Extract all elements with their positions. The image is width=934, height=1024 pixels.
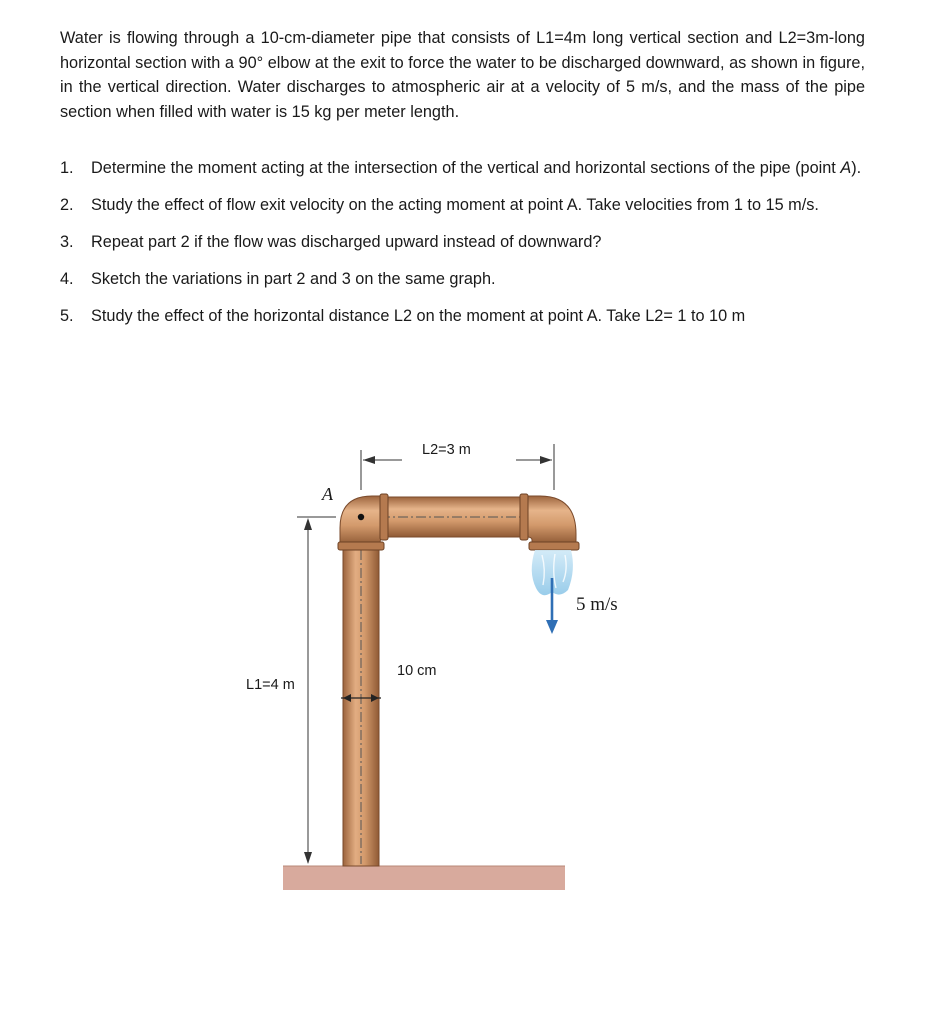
question-2 xyxy=(60,187,875,224)
velocity-arrow-head xyxy=(546,620,558,634)
question-4 xyxy=(60,261,875,298)
problem-intro: Water is flowing through a 10-cm-diameter pipe that consists of L1=4m long vertical section and L2=3m-long horizontal section with a 90° elbow at the exit to force the water to be discharged downward, as shown in figure, in the vertical direction. Water discharges to atmospheric air at a velocity of 5 m/s, and the mass of the pipe section when filled with water is 15 kg per meter length. xyxy=(60,29,865,121)
question-italic-point: A xyxy=(840,159,852,177)
left-elbow-flange xyxy=(338,542,384,550)
question-list xyxy=(60,150,875,335)
question-1 xyxy=(60,150,875,187)
question-text: Sketch the variations in part 2 and 3 on the same graph. xyxy=(91,270,496,288)
left-elbow-flange-side xyxy=(380,494,388,540)
question-number: 1. xyxy=(60,159,74,177)
label-point-a: A xyxy=(322,484,333,504)
ground-base xyxy=(283,866,565,890)
l1-arrowhead-bottom xyxy=(304,852,312,864)
label-l1: L1=4 m xyxy=(246,677,295,693)
label-diameter: 10 cm xyxy=(397,663,437,679)
pipe-figure xyxy=(230,430,680,900)
right-elbow-flange-side xyxy=(520,494,528,540)
question-text: Study the effect of flow exit velocity on the acting moment at point A. Take velocities from 1 to 15 m/s. xyxy=(91,196,819,214)
question-number: 2. xyxy=(60,196,74,214)
question-number: 3. xyxy=(60,233,74,251)
right-elbow-flange xyxy=(529,542,579,550)
label-velocity: 5 m/s xyxy=(576,594,618,615)
question-3 xyxy=(60,224,875,261)
question-text: Repeat part 2 if the flow was discharged upward instead of downward? xyxy=(91,233,602,251)
l2-arrowhead-left xyxy=(363,456,375,464)
point-a-dot xyxy=(358,514,364,520)
question-tail: ). xyxy=(851,159,862,177)
question-text: Study the effect of the horizontal distance L2 on the moment at point A. Take L2= 1 to 10 m xyxy=(91,307,746,325)
question-5 xyxy=(60,298,875,335)
pipe-diagram xyxy=(230,430,680,900)
l2-arrowhead-right xyxy=(540,456,552,464)
question-text: Determine the moment acting at the intersection of the vertical and horizontal sections of the pipe (point xyxy=(91,159,841,177)
question-number: 5. xyxy=(60,307,74,325)
l1-arrowhead-top xyxy=(304,518,312,530)
label-l2: L2=3 m xyxy=(422,442,471,458)
question-number: 4. xyxy=(60,270,74,288)
